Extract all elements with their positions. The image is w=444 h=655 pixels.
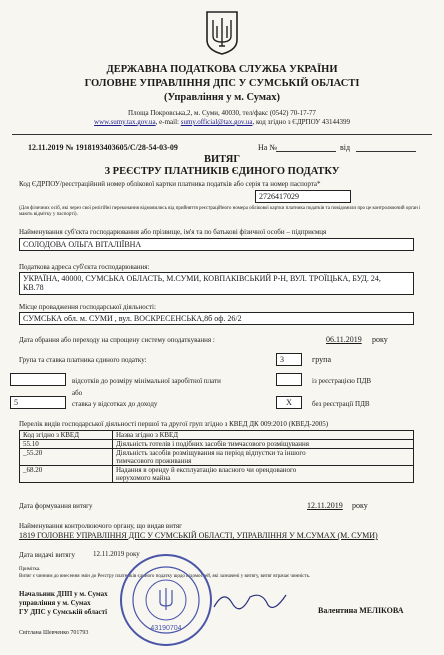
kved-head-code: Код згідно з КВЕД	[20, 431, 113, 440]
signer-title-line2: управління у м. Сумах	[19, 599, 91, 607]
kved-name: Діяльність засобів розміщування на період відпустки та іншого тимчасового проживання	[113, 449, 414, 466]
site-link[interactable]: www.sumy.tax.gov.ua	[94, 118, 156, 126]
code-label: Код ЄДРПОУ/реєстраційний номер облікової картки платника податків або серія та номер паспорта*	[19, 180, 321, 188]
signer-name: Валентина МЕЛІКОВА	[318, 606, 404, 615]
tax-address-field	[19, 272, 414, 295]
signer-title-line1: Начальник ДПП у м. Сумах	[19, 590, 108, 598]
formed-value: 12.11.2019	[307, 501, 343, 510]
vat-none-mark: Х	[286, 398, 292, 407]
remark-title: Примітка.	[19, 567, 41, 572]
signer-title-line3: ГУ ДПС у Сумській області	[19, 608, 108, 616]
agency-line3: (Управління у м. Сумах)	[163, 92, 280, 103]
kved-head-name: Назва згідно з КВЕД	[113, 431, 414, 440]
issued-label: Дата видачі витягу	[19, 551, 75, 559]
organ-label: Найменування контролюючого органу, що видав витяг	[19, 522, 183, 530]
rate-field	[10, 396, 66, 409]
place-value: СУМСЬКА обл. м. СУМИ , вул. ВОСКРЕСЕНСЬКА,8б оф. 26/2	[23, 314, 242, 323]
date-choice-label: Дата обрання або переходу на спрощену систему оподаткування :	[19, 336, 215, 344]
trident-coat-of-arms-icon	[205, 10, 239, 56]
vid-label: від	[340, 143, 351, 152]
agency-line1: ДЕРЖАВНА ПОДАТКОВА СЛУЖБА УКРАЇНИ	[106, 64, 338, 75]
agency-address: Площа Покровська,2, м. Суми, 40030, тел/факс (0542) 70-17-77	[128, 109, 316, 117]
code-value-field	[255, 190, 351, 203]
email-label: , e-mail:	[155, 118, 179, 126]
vat-none-checkbox	[276, 396, 302, 409]
table-row	[20, 466, 414, 483]
kved-name: Надання в оренду й експлуатацію власного чи орендованого нерухомого майна	[113, 466, 414, 483]
edrpou-code: , код згідно з ЄДРПОУ 43144399	[252, 118, 350, 126]
name-value: СОЛОДОВА ОЛЬГА ВІТАЛІЇВНА	[23, 240, 142, 249]
organ-value: 1819 ГОЛОВНЕ УПРАВЛІННЯ ДПС У СУМСЬКІЙ ОБЛАСТІ, УПРАВЛІННЯ У М.СУМАХ (М. СУМИ)	[19, 531, 378, 540]
or-label: або	[72, 389, 83, 397]
group-suffix: група	[312, 355, 332, 364]
place-field	[19, 312, 414, 325]
table-row	[20, 440, 414, 449]
kved-header-row	[20, 431, 414, 440]
email-link[interactable]: sumy.official@tax.gov.ua	[180, 118, 253, 126]
tax-address-line2: КВ.78	[23, 283, 44, 292]
vat-none-label: без реєстрації ПДВ	[312, 400, 370, 408]
na-label: На №	[258, 143, 277, 152]
formed-label: Дата формування витягу	[19, 502, 93, 510]
vat-reg-label: із реєстрацією ПДВ	[312, 377, 372, 385]
small-note: (Для фізичних осіб, які через свої релігійні переконання відмовились від прийняття реєстраційного номера облікової картки платника податків та повідомили про це контролюючий орган і мають відмітку у паспорті).	[19, 206, 421, 217]
rate-value: 5	[14, 398, 18, 407]
kved-table	[19, 430, 414, 483]
tax-address-line1: УКРАЇНА, 40000, СУМСЬКА ОБЛАСТЬ, М.СУМИ, КОВПАКІВСЬКИЙ Р-Н, ВУЛ. ТРОЇЦЬКА, БУД. 24,	[23, 274, 381, 283]
table-row	[20, 449, 414, 466]
name-label: Найменування суб'єкта господарювання або прізвище, ім'я та по батькові фізичної особи – підприємця	[19, 228, 327, 236]
kved-code: _55.20	[20, 449, 113, 466]
formed-suffix: року	[352, 501, 368, 510]
date-choice-value: 06.11.2019	[326, 335, 362, 344]
kved-code: 55.10	[20, 440, 113, 449]
kved-code: _68.20	[20, 466, 113, 483]
doc-title: ВИТЯГ	[203, 154, 241, 165]
doc-date-number: 12.11.2019 № 1918193403605/С/28-54-03-09	[28, 143, 178, 152]
group-field	[276, 353, 302, 366]
signature-mark	[210, 585, 290, 615]
remark-text: Витяг є чинним до внесення змін до Реєстру платників єдиного податку щодо відомостей, які зазначені у витягу, витяг втрачає чинність.	[19, 574, 311, 579]
official-stamp	[118, 552, 214, 648]
rate-label: ставка у відсотках до доходу	[72, 400, 158, 408]
kved-label: Перелік видів господарської діяльності першої та другої груп згідно з КВЕД ДК 009:2010 (КВЕД-2005)	[19, 420, 329, 428]
kved-name: Діяльність готелів і подібних засобів тимчасового розміщування	[113, 440, 414, 449]
agency-contacts	[0, 118, 444, 126]
place-label: Місце провадження господарської діяльності:	[19, 303, 156, 311]
code-value: 2726417029	[259, 192, 299, 201]
vat-reg-checkbox	[276, 373, 302, 386]
group-label: Група та ставка платника єдиного податку:	[19, 356, 147, 364]
executor-info: Світлана Шевченко 701793	[19, 630, 89, 636]
pct-min-wage-label: відсотків до розміру мінімальної заробітної плати	[72, 377, 221, 385]
date-choice-suffix: року	[372, 335, 388, 344]
stamp-number: 43190704	[150, 625, 182, 632]
pct-min-wage-field	[10, 373, 66, 386]
doc-subtitle: З РЕЄСТРУ ПЛАТНИКІВ ЄДИНОГО ПОДАТКУ	[104, 166, 340, 177]
tax-address-label: Податкова адреса суб'єкта господарювання:	[19, 263, 150, 271]
name-field	[19, 238, 414, 251]
group-value: 3	[280, 355, 284, 364]
agency-line2: ГОЛОВНЕ УПРАВЛІННЯ ДПС У СУМСЬКІЙ ОБЛАСТІ	[84, 78, 360, 89]
issued-value: 12.11.2019 року	[93, 550, 140, 558]
